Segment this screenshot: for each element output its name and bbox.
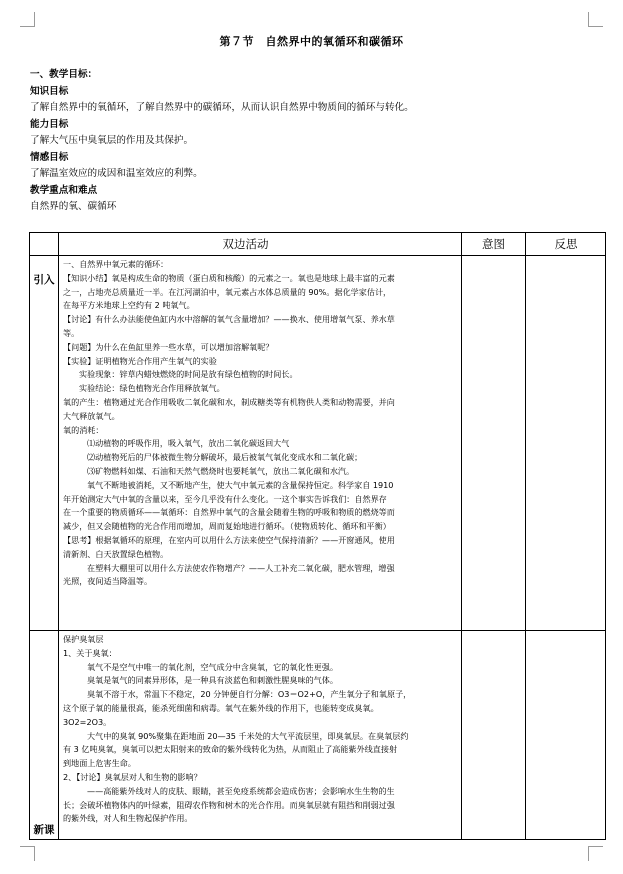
crop-mark-top-right [588, 12, 603, 27]
intro-line: ⑴动植物的呼吸作用，吸入氧气，放出二氧化碳返回大气 [87, 438, 290, 449]
lesson-line: 2、【讨论】臭氧层对人和生物的影响？ [63, 771, 202, 782]
lesson-line: 这个原子氧的能量很高，能杀死细菌和病毒。氧气在紫外线的作用下，也能转变成臭氧。 [63, 702, 379, 713]
lesson-line: 的紫外线，对人和生物起保护作用。 [63, 813, 193, 824]
objectives-heading: 一、教学目标： [30, 69, 98, 80]
intro-line: 之一，占地壳总质量近一半。在江河湖泊中，氧元素占水体总质量的 90%。据化学家估计， [63, 286, 392, 297]
intro-line: 实验结论：绿色植物光合作用释放氧气。 [79, 383, 225, 394]
intro-content [63, 258, 459, 589]
intro-line: 【知识小结】氧是构成生命的物质（蛋白质和核酸）的元素之一。氧也是地球上最丰富的元素 [63, 272, 395, 283]
row-label-intro: 引入 [33, 274, 55, 286]
table-divider [461, 233, 462, 839]
lesson-line: 臭氧不溶于水，常温下不稳定，20 分钟便自行分解：O3＝O2+O，产生氧分子和氧原子， [87, 689, 412, 700]
intro-line: ⑵动植物死后的尸体被微生物分解破坏，最后被氧气氧化变成水和二氧化碳； [87, 452, 363, 463]
intro-line: 在塑料大棚里可以用什么方法使农作物增产？——人工补充二氧化碳，肥水管理，增强 [87, 562, 395, 573]
row-label-new-lesson: 新课 [33, 824, 55, 836]
lesson-line: 3O2=2O3。 [63, 716, 112, 727]
table-divider [30, 255, 605, 256]
lesson-line: 有 3 亿吨臭氧，臭氧可以把太阳射来的致命的紫外线转化为热，从而阻止了高能紫外线直接射 [63, 744, 398, 755]
intro-line: 年开始测定大气中氧的含量以来，至今几乎没有什么变化。一这个事实告诉我们：自然界存 [63, 493, 387, 504]
intro-line: 氧气不断地被消耗，又不断地产生，使大气中氧元素的含量保持恒定。科学家自 1910 [87, 479, 394, 490]
table-divider [58, 233, 59, 839]
lesson-line: 大气中的臭氧 90%聚集在距地面 20—35 千米处的大气平流层里，即臭氧层。在臭氧层约 [87, 730, 409, 741]
lesson-line: 保护臭氧层 [63, 634, 104, 644]
intro-line: 减少，但又会随植物的光合作用而增加，周而复始地进行循环。（使物质转化、循环和平衡） [63, 521, 391, 532]
intro-line: 实验现象：锌草内蜡烛燃烧的时间是放有绿色植物的时间长。 [79, 369, 298, 380]
header-intent: 意图 [482, 237, 505, 251]
emotion-text: 了解温室效应的成因和温室效应的利弊。 [30, 168, 203, 179]
header-reflection: 反思 [554, 237, 578, 251]
lesson-line: 氧气不是空气中唯一的氧化剂，空气成分中含臭氧，它的氧化性更强。 [87, 661, 338, 672]
intro-line: 氧的产生：植物通过光合作用吸收二氧化碳和水，制成糖类等有机物供人类和动物需要，并向 [63, 396, 395, 407]
lesson-line: 1、关于臭氧： [63, 647, 117, 658]
table-divider [30, 630, 605, 631]
ability-label: 能力目标 [30, 119, 69, 130]
intro-line: 清新剂、白天放置绿色植物。 [63, 548, 169, 559]
lesson-line: ——高能紫外线对人的皮肤、眼睛，甚至免疫系统都会造成伤害；会影响水生生物的生 [87, 785, 395, 796]
intro-line: 大气释放氧气。 [63, 410, 120, 421]
ability-text: 了解大气压中臭氧层的作用及其保护。 [30, 135, 194, 146]
header-activities: 双边活动 [222, 237, 269, 251]
intro-line: 【思考】根据氧循环的原理，在室内可以用什么方法来使空气保持清新？——开窗通风，使用 [63, 534, 395, 545]
lesson-line: 长；会破坏植物体内的叶绿素，阻碍农作物和树木的光合作用。而臭氧层就有阻挡和削弱过强 [63, 799, 395, 810]
intro-line: 在每平方米地球上空约有 2 吨氧气。 [63, 300, 195, 311]
lesson-line: 臭氧是氧气的同素异形体，是一种具有淡蓝色和刺激性腥臭味的气体。 [87, 675, 338, 686]
lesson-line: 到地面上危害生命。 [63, 758, 136, 769]
new-lesson-content [63, 633, 459, 826]
knowledge-text: 了解自然界中的氧循环，了解自然界中的碳循环，从而认识自然界中物质间的循环与转化。 [30, 102, 414, 113]
intro-line: 在一个重要的物质循环——氧循环：自然界中氧气的含量会随着生物的呼吸和物质的燃烧等而 [63, 507, 395, 518]
page-title: 第７节 自然界中的氧循环和碳循环 [219, 35, 404, 48]
intro-line: 【实验】证明植物光合作用产生氧气的实验 [63, 355, 217, 366]
knowledge-label: 知识目标 [30, 86, 69, 97]
key-points-label: 教学重点和难点 [30, 185, 98, 196]
intro-line: 光照，夜间适当降温等。 [63, 576, 153, 587]
lesson-table [29, 232, 606, 840]
intro-line: 【问题】为什么在鱼缸里养一些水草，可以增加溶解氧呢？ [63, 341, 274, 352]
emotion-label: 情感目标 [30, 152, 69, 163]
intro-line: 氧的消耗： [63, 424, 104, 435]
intro-line: 【讨论】有什么办法能使鱼缸内水中溶解的氧气含量增加？——换水、使用增氧气泵、养水草 [63, 314, 395, 325]
key-points-text: 自然界的氧、碳循环 [30, 201, 117, 212]
crop-mark-bottom-right [588, 846, 603, 861]
table-divider [525, 233, 526, 839]
intro-line: 等。 [63, 327, 80, 338]
intro-line: ⑶矿物燃料如煤、石油和天然气燃烧时也要耗氧气，放出二氧化碳和水汽。 [87, 465, 355, 476]
crop-mark-bottom-left [20, 846, 35, 861]
crop-mark-top-left [20, 12, 35, 27]
intro-line: 一、自然界中氧元素的循环： [63, 259, 169, 269]
